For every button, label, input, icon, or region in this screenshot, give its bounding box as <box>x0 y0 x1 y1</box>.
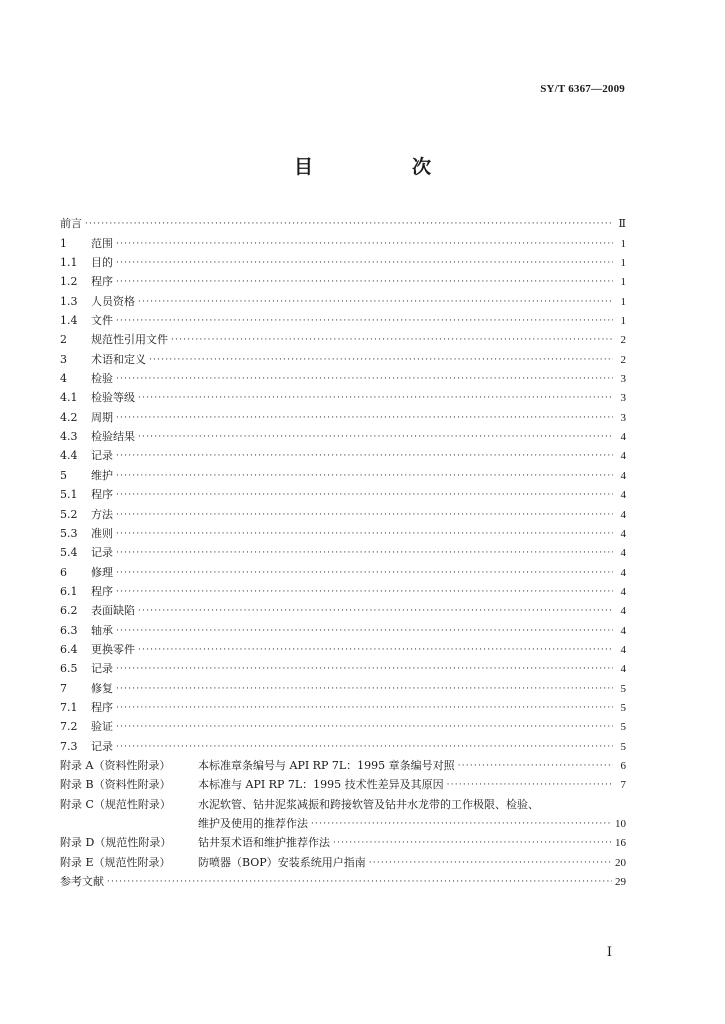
leader-dots <box>149 353 613 367</box>
annex-label: 附录 E（规范性附录） <box>60 855 171 869</box>
toc-entry[interactable] <box>60 270 626 289</box>
toc-entry-number: 1.4 <box>60 314 78 328</box>
leader-dots <box>116 740 613 754</box>
leader-dots <box>138 430 613 444</box>
toc-entry[interactable] <box>60 599 626 618</box>
toc-entry-page: 4 <box>620 643 626 656</box>
toc-entry-page: 5 <box>620 682 626 695</box>
toc-entry-number: 4.2 <box>60 410 78 424</box>
page-number: Ⅰ <box>606 944 612 959</box>
toc-entry-title: 验证 <box>91 720 113 734</box>
toc-entry-title: 检验等级 <box>91 391 135 405</box>
toc-entry-title: 人员资格 <box>91 294 135 308</box>
leader-dots <box>116 449 613 463</box>
toc-entry-number: 1.1 <box>60 256 78 270</box>
toc-entry-page: 3 <box>620 373 626 386</box>
toc-entry-foreword[interactable] <box>60 212 626 231</box>
leader-dots <box>138 295 613 309</box>
toc-entry-number: 6.1 <box>60 584 78 598</box>
toc-entry-title: 修理 <box>91 565 113 579</box>
toc-entry-page: 2 <box>620 353 626 366</box>
toc-entry-page: 4 <box>620 663 626 676</box>
toc-entry[interactable] <box>60 715 626 734</box>
annex-page: 10 <box>615 818 626 830</box>
toc-entry[interactable] <box>60 522 626 541</box>
annex-title: 钻井泵术语和维护推荐作法 <box>198 836 330 850</box>
toc-entry-page: 4 <box>620 547 626 560</box>
toc-entry-number: 5.3 <box>60 526 78 540</box>
toc-entry-number: 2 <box>60 333 67 347</box>
toc-entry-title: 方法 <box>91 507 113 521</box>
toc-entry-number: 7.3 <box>60 739 78 753</box>
toc-entry-number: 7.2 <box>60 720 78 734</box>
toc-entry-page: 4 <box>620 489 626 502</box>
annex-title: 水泥软管、钻井泥浆减振和跨接软管及钻井水龙带的工作极限、检验、 <box>198 797 539 811</box>
toc-entry-number: 7.1 <box>60 700 78 714</box>
annex-page: 20 <box>615 856 626 869</box>
toc-entry-title: 程序 <box>91 488 113 502</box>
references-title: 参考文献 <box>60 875 104 889</box>
leader-dots <box>116 275 613 289</box>
toc-entry-page: 4 <box>620 605 626 618</box>
leader-dots <box>116 488 613 502</box>
toc-entry[interactable] <box>60 405 626 424</box>
toc-annex-c[interactable] <box>60 792 626 811</box>
leader-dots <box>116 546 613 560</box>
toc-entry-title: 范围 <box>91 236 113 250</box>
leader-dots <box>116 585 613 599</box>
toc-annex-b[interactable] <box>60 773 626 792</box>
toc-entry-title: 前言 <box>60 217 82 231</box>
toc-entry-number: 6.2 <box>60 604 78 618</box>
toc-entry-number: 5.4 <box>60 546 78 560</box>
leader-dots <box>333 836 612 850</box>
toc-entry-references[interactable] <box>60 870 626 889</box>
toc-entry[interactable] <box>60 347 626 366</box>
toc-entry-title: 表面缺陷 <box>91 604 135 618</box>
references-page: 29 <box>615 876 626 889</box>
toc-entry-number: 6.5 <box>60 662 78 676</box>
toc-entry-page: 5 <box>620 740 626 753</box>
toc-entry-title: 记录 <box>91 449 113 463</box>
toc-entry-page: 4 <box>620 431 626 444</box>
toc-entry[interactable] <box>60 638 626 657</box>
toc-entry-number: 6 <box>60 565 67 579</box>
toc-annex-a[interactable] <box>60 754 626 773</box>
leader-dots <box>116 508 613 522</box>
toc-entry[interactable] <box>60 541 626 560</box>
toc-entry-page: 4 <box>620 585 626 598</box>
toc-entry-number: 5.2 <box>60 507 78 521</box>
toc-entry-number: 4 <box>60 372 67 386</box>
leader-dots <box>138 391 613 405</box>
leader-dots <box>116 411 613 425</box>
leader-dots <box>116 237 613 251</box>
annex-label: 附录 A（资料性附录） <box>60 758 171 772</box>
leader-dots <box>116 624 613 638</box>
toc-entry[interactable] <box>60 483 626 502</box>
toc-entry-page: 1 <box>620 257 626 270</box>
annex-title: 本标准章条编号与 API RP 7L：1995 章条编号对照 <box>198 758 455 772</box>
toc-entry-title: 程序 <box>91 700 113 714</box>
toc-entry[interactable] <box>60 251 626 270</box>
toc-entry-page: 1 <box>620 237 626 250</box>
toc-entry-title: 修复 <box>91 681 113 695</box>
leader-dots <box>116 701 613 715</box>
toc-entry[interactable] <box>60 444 626 463</box>
toc-entry-page: 5 <box>620 701 626 714</box>
toc-entry-page: 5 <box>620 721 626 734</box>
toc-entry-page: 4 <box>620 566 626 579</box>
toc-entry-number: 6.4 <box>60 642 78 656</box>
toc-entry-page: 4 <box>620 527 626 540</box>
leader-dots <box>107 875 612 889</box>
leader-dots <box>447 778 613 792</box>
table-of-contents <box>60 212 626 889</box>
toc-entry[interactable] <box>60 386 626 405</box>
toc-entry-title: 检验结果 <box>91 430 135 444</box>
toc-entry-number: 1.2 <box>60 275 78 289</box>
leader-dots <box>138 604 613 618</box>
toc-entry-number: 1.3 <box>60 294 78 308</box>
page-title: 目 次 <box>293 156 471 178</box>
toc-entry[interactable] <box>60 560 626 579</box>
toc-entry-title: 更换零件 <box>91 642 135 656</box>
toc-entry-title: 文件 <box>91 314 113 328</box>
leader-dots <box>116 662 613 676</box>
leader-dots <box>116 256 613 270</box>
toc-entry[interactable] <box>60 696 626 715</box>
toc-entry-title: 程序 <box>91 584 113 598</box>
toc-entry-page: 3 <box>620 411 626 424</box>
toc-entry-page: 2 <box>620 334 626 347</box>
toc-entry-title: 程序 <box>91 275 113 289</box>
toc-entry-title: 记录 <box>91 546 113 560</box>
toc-entry-number: 5.1 <box>60 488 78 502</box>
leader-dots <box>116 372 613 386</box>
toc-entry-title: 维护 <box>91 468 113 482</box>
toc-entry[interactable] <box>60 676 626 695</box>
toc-entry[interactable] <box>60 463 626 482</box>
toc-entry-title: 规范性引用文件 <box>91 333 168 347</box>
toc-entry-page: 4 <box>620 508 626 521</box>
toc-entry-number: 1 <box>60 236 67 250</box>
toc-entry-page: 4 <box>620 624 626 637</box>
leader-dots <box>116 566 613 580</box>
toc-annex-c-continued[interactable] <box>60 812 626 831</box>
annex-label: 附录 C（规范性附录） <box>60 797 171 811</box>
toc-entry-title: 目的 <box>91 256 113 270</box>
toc-annex-d[interactable] <box>60 831 626 850</box>
toc-entry-page: 4 <box>620 450 626 463</box>
leader-dots <box>116 527 613 541</box>
toc-entry-page: 4 <box>620 469 626 482</box>
toc-entry-title: 检验 <box>91 372 113 386</box>
toc-entry-page: 3 <box>620 392 626 405</box>
toc-entry-title: 记录 <box>91 662 113 676</box>
toc-entry[interactable] <box>60 231 626 250</box>
toc-entry[interactable] <box>60 367 626 386</box>
toc-entry[interactable] <box>60 289 626 308</box>
annex-title: 防喷器（BOP）安装系统用户指南 <box>198 855 366 869</box>
toc-entry-page: 1 <box>620 295 626 308</box>
annex-page: 6 <box>620 759 626 772</box>
toc-entry[interactable] <box>60 502 626 521</box>
toc-entry[interactable] <box>60 328 626 347</box>
leader-dots <box>369 856 612 870</box>
toc-entry[interactable] <box>60 580 626 599</box>
leader-dots <box>116 682 613 696</box>
leader-dots <box>458 759 613 773</box>
leader-dots <box>138 643 613 657</box>
toc-entry-title: 轴承 <box>91 623 113 637</box>
leader-dots <box>311 817 612 831</box>
annex-title: 本标准与 API RP 7L：1995 技术性差异及其原因 <box>198 778 444 792</box>
toc-entry[interactable] <box>60 425 626 444</box>
leader-dots <box>171 333 613 347</box>
toc-entry-title: 记录 <box>91 739 113 753</box>
toc-entry-page: Ⅱ <box>618 218 626 231</box>
toc-entry[interactable] <box>60 657 626 676</box>
toc-entry-number: 5 <box>60 468 67 482</box>
toc-entry[interactable] <box>60 309 626 328</box>
toc-entry-page: 1 <box>620 315 626 328</box>
annex-label: 附录 B（资料性附录） <box>60 778 171 792</box>
standard-code: SY/T 6367—2009 <box>540 83 625 95</box>
toc-entry-number: 4.1 <box>60 391 78 405</box>
leader-dots <box>85 217 613 231</box>
toc-entry-page: 1 <box>620 276 626 289</box>
annex-title-continued: 维护及使用的推荐作法 <box>198 817 308 830</box>
toc-entry-number: 6.3 <box>60 623 78 637</box>
toc-entry-number: 3 <box>60 352 67 366</box>
toc-entry-title: 术语和定义 <box>91 352 146 366</box>
leader-dots <box>116 720 613 734</box>
leader-dots <box>116 314 613 328</box>
toc-entry-title: 周期 <box>91 410 113 424</box>
toc-entry-number: 4.3 <box>60 430 78 444</box>
annex-page: 16 <box>615 837 626 850</box>
annex-label: 附录 D（规范性附录） <box>60 836 172 850</box>
toc-entry-title: 准则 <box>91 526 113 540</box>
toc-entry[interactable] <box>60 734 626 753</box>
annex-page: 7 <box>620 779 626 792</box>
leader-dots <box>116 469 613 483</box>
toc-entry[interactable] <box>60 618 626 637</box>
toc-entry-number: 4.4 <box>60 449 78 463</box>
toc-entry-number: 7 <box>60 681 67 695</box>
toc-annex-e[interactable] <box>60 850 626 869</box>
